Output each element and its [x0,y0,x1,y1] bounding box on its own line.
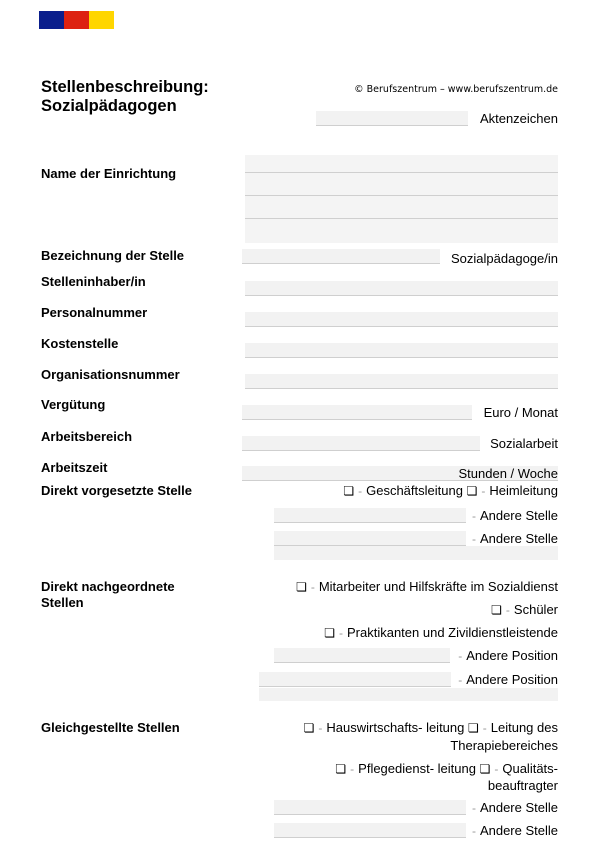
bezeichnung-value: Sozialpädagoge/in [451,251,558,266]
label-kostenstelle: Kostenstelle [41,336,119,351]
einrichtung-field[interactable] [245,155,558,243]
gleichgestellte-andere-field-2[interactable] [274,823,466,838]
nachgeordnete-option-1: ❏ - Mitarbeiter und Hilfskräfte im Sozialdienst [296,579,558,594]
label-organisationsnummer: Organisationsnummer [41,367,180,382]
aktenzeichen-field[interactable] [316,111,468,126]
checkbox-therapie[interactable]: ❏ [468,721,479,735]
flag-blue [39,11,64,29]
label-einrichtung: Name der Einrichtung [41,166,177,181]
arbeitsbereich-value: Sozialarbeit [490,436,558,451]
label-bezeichnung: Bezeichnung der Stelle [41,248,185,263]
gleichgestellte-row-2b: beauftragter [487,778,558,793]
gleichgestellte-andere-label-2: - Andere Stelle [471,823,558,838]
checkbox-schueler[interactable]: ❏ [491,603,502,617]
nachgeordnete-andere-field-2[interactable] [259,672,451,687]
vorgesetzte-andere-field-2[interactable] [274,531,466,546]
nachgeordnete-option-3: ❏ - Praktikanten und Zivildienstleistende [324,625,558,640]
arbeitszeit-value: Stunden / Woche [458,466,558,481]
label-stelleninhaber: Stelleninhaber/in [41,274,146,289]
gleichgestellte-row-1: ❏ - Hauswirtschafts- leitung ❏ - Leitung des [303,720,558,735]
checkbox-praktikanten[interactable]: ❏ [324,626,335,640]
verguetung-value: Euro / Monat [483,405,558,420]
checkbox-mitarbeiter[interactable]: ❏ [296,580,307,594]
page-title: Stellenbeschreibung: Sozialpädagogen [41,78,209,115]
vorgesetzte-andere-label-1: - Andere Stelle [471,508,558,523]
flag-red [64,11,89,29]
vorgesetzte-options: ❏ - Geschäftsleitung ❏ - Heimleitung [343,483,558,498]
gleichgestellte-row-2: ❏ - Pflegedienst- leitung ❏ - Qualitäts- [335,761,558,776]
arbeitsbereich-field[interactable] [242,436,480,451]
checkbox-geschaeftsleitung[interactable]: ❏ [343,484,355,498]
checkbox-pflegedienst[interactable]: ❏ [335,762,347,776]
aktenzeichen-label: Aktenzeichen [479,111,558,126]
label-arbeitsbereich: Arbeitsbereich [41,429,133,444]
nachgeordnete-spacer [259,688,558,701]
nachgeordnete-andere-label-1: - Andere Position [458,648,558,663]
vorgesetzte-andere-label-2: - Andere Stelle [471,531,558,546]
label-arbeitszeit: Arbeitszeit [41,460,108,475]
vorgesetzte-spacer [274,546,558,560]
kostenstelle-field[interactable] [245,343,558,358]
label-nachgeordnete: Direkt nachgeordnete Stellen [41,579,175,610]
option-heimleitung: Heimleitung [489,483,558,498]
personalnummer-field[interactable] [245,312,558,327]
checkbox-qualitaet[interactable]: ❏ [479,762,491,776]
option-geschaeftsleitung: Geschäftsleitung [366,483,463,498]
label-vorgesetzte: Direkt vorgesetzte Stelle [41,483,193,498]
nachgeordnete-option-2: ❏ - Schüler [491,602,558,617]
label-gleichgestellte: Gleichgestellte Stellen [41,720,180,735]
stelleninhaber-field[interactable] [245,281,558,296]
label-personalnummer: Personalnummer [41,305,148,320]
gleichgestellte-andere-field-1[interactable] [274,800,466,815]
bezeichnung-field[interactable] [242,249,440,264]
flag-yellow [89,11,114,29]
verguetung-field[interactable] [242,405,472,420]
copyright-text: © Berufszentrum – www.berufszentrum.de [354,84,558,95]
checkbox-hauswirtschaft[interactable]: ❏ [303,721,315,735]
nachgeordnete-andere-label-2: - Andere Position [458,672,558,687]
vorgesetzte-andere-field-1[interactable] [274,508,466,523]
gleichgestellte-row-1b: Therapiebereiches [450,738,558,753]
nachgeordnete-andere-field-1[interactable] [274,648,450,663]
label-verguetung: Vergütung [41,397,106,412]
checkbox-heimleitung[interactable]: ❏ [466,484,478,498]
gleichgestellte-andere-label-1: - Andere Stelle [471,800,558,815]
organisationsnummer-field[interactable] [245,374,558,389]
